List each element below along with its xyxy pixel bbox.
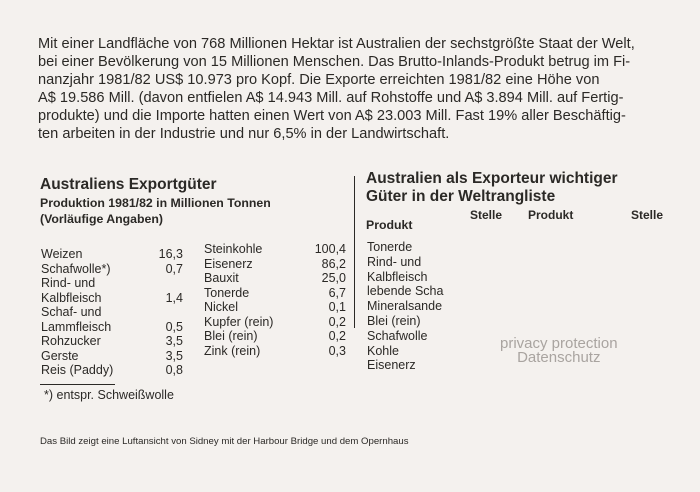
product-name: Kalbfleisch bbox=[41, 290, 102, 305]
product-name: Rind- und bbox=[41, 276, 96, 290]
product-name: Blei (rein) bbox=[204, 329, 258, 343]
product-name: Tonerde bbox=[204, 285, 250, 300]
product-name: Nickel bbox=[204, 300, 239, 314]
export-goods-subheading bbox=[40, 195, 271, 227]
product-name: Reis (Paddy) bbox=[41, 363, 114, 377]
table-row bbox=[204, 315, 346, 330]
product-value: 3,5 bbox=[165, 334, 183, 348]
product-name: Gerste bbox=[41, 348, 79, 363]
ranking-header-stelle-2: Stelle bbox=[631, 208, 664, 222]
world-ranking-heading bbox=[366, 170, 618, 206]
product-value: 0,2 bbox=[328, 329, 346, 343]
product-value: 0,2 bbox=[328, 314, 346, 329]
table-row bbox=[41, 305, 183, 320]
product-value: 0,1 bbox=[328, 300, 346, 314]
privacy-watermark bbox=[500, 337, 618, 365]
watermark-line: privacy protection bbox=[500, 335, 618, 352]
product-value: 0,5 bbox=[165, 319, 183, 334]
table-row bbox=[204, 344, 346, 359]
list-item: lebende Scha bbox=[367, 284, 444, 299]
intro-line bbox=[38, 71, 670, 89]
product-name: Lammfleisch bbox=[41, 319, 112, 334]
subheading-line: (Vorläufige Angaben) bbox=[40, 212, 163, 226]
product-value: 3,5 bbox=[165, 348, 183, 363]
column-divider bbox=[354, 176, 355, 328]
product-value: 0,3 bbox=[328, 343, 346, 358]
table-row bbox=[41, 291, 183, 306]
product-name: Bauxit bbox=[204, 271, 239, 285]
intro-line bbox=[38, 107, 670, 125]
table-row bbox=[204, 329, 346, 344]
list-item: Kohle bbox=[367, 343, 399, 358]
product-value: 0,7 bbox=[165, 261, 183, 276]
product-name: Eisenerz bbox=[204, 256, 253, 271]
ranking-header-stelle: Stelle bbox=[470, 208, 503, 222]
intro-line bbox=[38, 53, 670, 71]
product-value: 1,4 bbox=[165, 290, 183, 305]
product-name: Weizen bbox=[41, 247, 83, 261]
subheading-line: Produktion 1981/82 in Millionen Tonnen bbox=[40, 196, 271, 210]
ranking-header-produkt: Produkt bbox=[366, 218, 413, 232]
table-row bbox=[41, 349, 183, 364]
table-row bbox=[204, 271, 346, 286]
footnote: *) entspr. Schweißwolle bbox=[44, 388, 174, 402]
list-item: Tonerde bbox=[367, 240, 413, 254]
table-row bbox=[41, 320, 183, 335]
heading-line: Güter in der Weltrangliste bbox=[366, 188, 556, 205]
product-value: 6,7 bbox=[328, 285, 346, 300]
table-row bbox=[204, 257, 346, 272]
heading-line: Australien als Exporteur wichtiger bbox=[366, 170, 618, 187]
intro-line bbox=[38, 89, 670, 107]
intro-line-text: ten arbeiten in der Industrie und nur 6,5% in der Landwirtschaft. bbox=[38, 126, 450, 142]
product-value: 100,4 bbox=[314, 242, 346, 256]
product-name: Rohzucker bbox=[41, 334, 101, 348]
product-name: Schaf- und bbox=[41, 305, 102, 319]
watermark-line: Datenschutz bbox=[517, 349, 601, 366]
product-value: 0,8 bbox=[165, 363, 183, 377]
intro-line-text: nanzjahr 1981/82 US$ 10.973 pro Kopf. Die Exporte erreichten 1981/82 eine Höhe von bbox=[38, 72, 600, 88]
list-item: Blei (rein) bbox=[367, 313, 421, 328]
intro-line-text: produkte) und die Importe hatten einen Wert von A$ 23.003 Mill. Fast 19% aller Beschäftig- bbox=[38, 108, 626, 124]
footnote-divider bbox=[40, 384, 115, 385]
table-row bbox=[204, 242, 346, 257]
table-row bbox=[41, 247, 183, 262]
table-row bbox=[41, 334, 183, 349]
product-value: 86,2 bbox=[321, 256, 346, 271]
list-item: Rind- und bbox=[367, 254, 422, 269]
ranking-header-produkt-2: Produkt bbox=[528, 208, 574, 222]
intro-line-text: A$ 19.586 Mill. (davon entfielen A$ 14.943 Mill. auf Rohstoffe und A$ 3.894 Mill. auf Fertig- bbox=[38, 90, 624, 106]
product-name: Kupfer (rein) bbox=[204, 314, 274, 329]
photo-caption: Das Bild zeigt eine Luftansicht von Sidney mit der Harbour Bridge und dem Opernhaus bbox=[40, 436, 409, 447]
intro-line bbox=[38, 125, 670, 143]
table-row bbox=[41, 363, 183, 378]
product-value: 16,3 bbox=[158, 247, 183, 261]
export-table-minerals bbox=[204, 242, 346, 358]
table-row bbox=[41, 262, 183, 277]
product-name: Steinkohle bbox=[204, 242, 263, 256]
list-item: Kalbfleisch bbox=[367, 269, 428, 284]
table-row bbox=[204, 300, 346, 315]
product-value: 25,0 bbox=[321, 271, 346, 285]
intro-line bbox=[38, 35, 670, 53]
intro-line-text: Mit einer Landfläche von 768 Millionen Hektar ist Australien der sechstgrößte Staat der Welt, bbox=[38, 36, 635, 52]
list-item: Schafwolle bbox=[367, 328, 428, 343]
table-row bbox=[41, 276, 183, 291]
export-table-agri bbox=[41, 247, 183, 378]
list-item: Mineralsande bbox=[367, 299, 443, 314]
product-name: Schafwolle*) bbox=[41, 261, 111, 276]
product-name: Zink (rein) bbox=[204, 343, 261, 358]
intro-line-text: bei einer Bevölkerung von 15 Millionen Menschen. Das Brutto-Inlands-Produkt betrug im Fi- bbox=[38, 54, 631, 70]
table-row bbox=[204, 286, 346, 301]
ranking-product-list bbox=[367, 240, 443, 373]
export-goods-heading: Australiens Exportgüter bbox=[40, 176, 217, 193]
list-item: Eisenerz bbox=[367, 358, 416, 373]
intro-paragraph bbox=[38, 35, 670, 143]
